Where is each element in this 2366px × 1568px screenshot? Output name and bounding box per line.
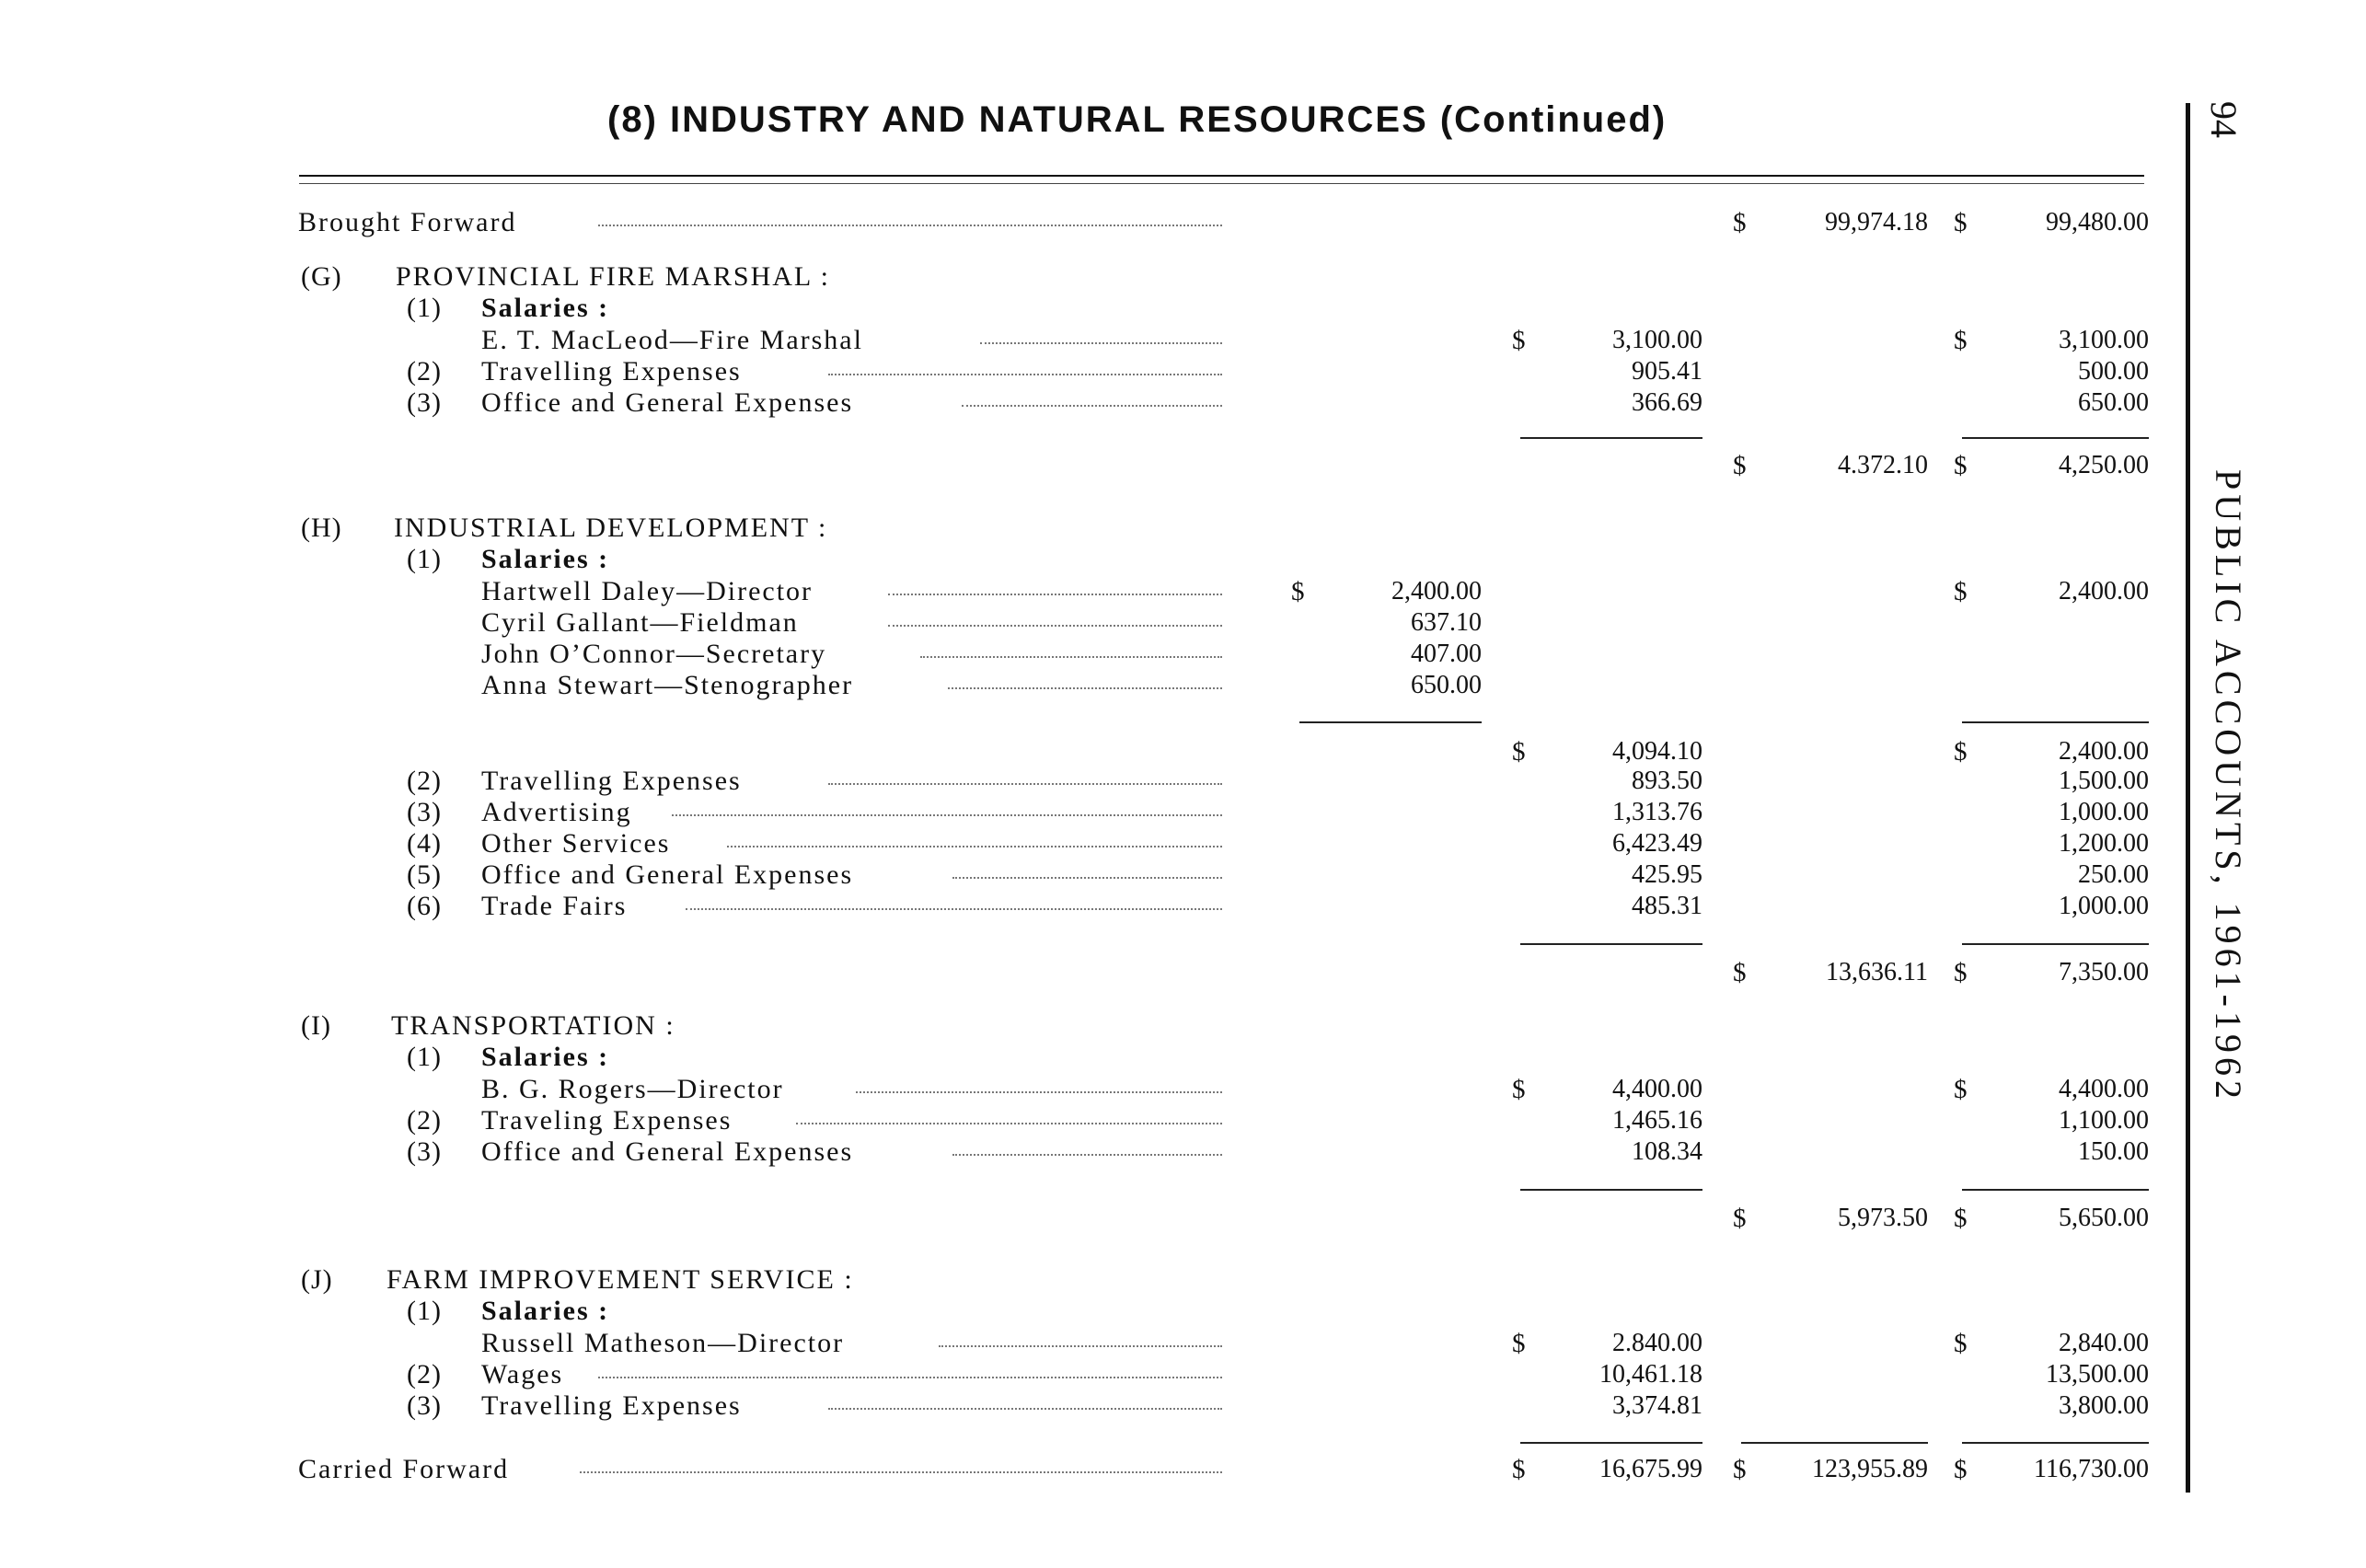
dollar-sign: $	[1954, 958, 1968, 987]
amount: 650.00	[1411, 671, 1482, 699]
item-number: (1)	[407, 544, 442, 574]
leader-dots	[828, 1408, 1222, 1410]
estimate: 150.00	[2078, 1137, 2149, 1166]
brought-forward-actual: 99,974.18	[1825, 208, 1928, 236]
line-item	[0, 387, 2366, 419]
total-underline	[1520, 437, 1702, 439]
line-item	[0, 1390, 2366, 1422]
section-total-actual: 4.372.10	[1838, 451, 1928, 479]
dollar-sign: $	[1512, 326, 1526, 355]
leader-dots	[952, 877, 1222, 879]
person-label: John O’Connor—Secretary	[481, 639, 827, 669]
person-label: Hartwell Daley—Director	[481, 576, 814, 606]
dollar-sign: $	[1733, 1204, 1747, 1233]
item-number: (3)	[407, 797, 442, 827]
estimate: 2,400.00	[2059, 577, 2149, 605]
leader-dots	[962, 405, 1222, 407]
dollar-sign: $	[1954, 737, 1968, 767]
subtotal-underline	[1299, 721, 1482, 723]
estimate: 250.00	[2078, 860, 2149, 889]
section-total-estimate: 7,350.00	[2059, 958, 2149, 986]
section-title: PROVINCIAL FIRE MARSHAL :	[396, 261, 830, 292]
amount: 407.00	[1411, 640, 1482, 668]
total-underline	[1962, 1189, 2149, 1191]
brought-forward-label: Brought Forward	[298, 207, 517, 237]
total-underline	[1962, 1442, 2149, 1444]
dollar-sign: $	[1954, 1075, 1968, 1104]
estimate: 3,800.00	[2059, 1391, 2149, 1420]
leader-dots	[796, 1123, 1222, 1124]
section-title: FARM IMPROVEMENT SERVICE :	[387, 1264, 854, 1295]
amount: 905.41	[1632, 357, 1702, 386]
salaries-label: Salaries :	[481, 1042, 610, 1072]
amount: 893.50	[1632, 767, 1702, 795]
person-label: B. G. Rogers—Director	[481, 1074, 784, 1104]
estimate: 500.00	[2078, 357, 2149, 386]
section-tag: (H)	[301, 513, 342, 543]
line-item	[0, 797, 2366, 828]
section-heading	[0, 1264, 2366, 1296]
carried-forward-estimate: 116,730.00	[2034, 1455, 2149, 1483]
leader-dots	[828, 374, 1222, 375]
amount: 2,400.00	[1391, 577, 1482, 605]
line-item	[0, 639, 2366, 670]
leader-dots	[948, 687, 1222, 689]
item-label: Travelling Expenses	[481, 1390, 742, 1421]
item-number: (3)	[407, 387, 442, 418]
dollar-sign: $	[1733, 208, 1747, 237]
section-heading	[0, 261, 2366, 293]
estimate: 13,500.00	[2046, 1360, 2149, 1389]
page-title: (8) INDUSTRY AND NATURAL RESOURCES (Continued)	[607, 99, 1668, 140]
item-label: Advertising	[481, 797, 632, 827]
dollar-sign: $	[1954, 1204, 1968, 1233]
item-number: (3)	[407, 1390, 442, 1421]
line-item	[0, 325, 2366, 356]
estimate: 1,000.00	[2059, 892, 2149, 920]
amount: 366.69	[1632, 388, 1702, 417]
item-number: (1)	[407, 1042, 442, 1072]
amount: 1,465.16	[1612, 1106, 1702, 1135]
amount: 425.95	[1632, 860, 1702, 889]
amount: 1,313.76	[1612, 798, 1702, 826]
salaries-heading	[0, 293, 2366, 324]
total-underline	[1962, 943, 2149, 945]
section-title: TRANSPORTATION :	[391, 1010, 675, 1041]
section-total-estimate: 5,650.00	[2059, 1204, 2149, 1232]
carried-forward-label: Carried Forward	[298, 1454, 510, 1484]
item-number: (6)	[407, 891, 442, 921]
item-number: (3)	[407, 1136, 442, 1167]
leader-dots	[952, 1154, 1222, 1156]
section-total-actual: 5,973.50	[1838, 1204, 1928, 1232]
section-total-actual: 13,636.11	[1826, 958, 1928, 986]
leader-dots	[856, 1091, 1222, 1093]
dollar-sign: $	[1512, 1329, 1526, 1358]
carried-forward-actual: 123,955.89	[1812, 1455, 1928, 1483]
item-label: Traveling Expenses	[481, 1105, 733, 1136]
total-underline	[1520, 1189, 1702, 1191]
line-item	[0, 356, 2366, 387]
line-item	[0, 891, 2366, 922]
section-heading	[0, 513, 2366, 544]
item-label: Office and General Expenses	[481, 859, 854, 890]
line-item	[0, 859, 2366, 891]
estimate: 1,500.00	[2059, 767, 2149, 795]
item-number: (2)	[407, 1105, 442, 1136]
item-label: Office and General Expenses	[481, 1136, 854, 1167]
amount: 10,461.18	[1599, 1360, 1702, 1389]
line-item	[0, 607, 2366, 639]
salaries-heading	[0, 1042, 2366, 1073]
amount: 3,374.81	[1612, 1391, 1702, 1420]
section-total	[0, 1203, 2366, 1234]
leader-dots	[672, 814, 1222, 816]
item-number: (2)	[407, 356, 442, 386]
item-label: Office and General Expenses	[481, 387, 854, 418]
amount: 6,423.49	[1612, 829, 1702, 858]
total-underline	[1520, 1442, 1702, 1444]
leader-dots	[980, 342, 1222, 344]
estimate: 4,400.00	[2059, 1075, 2149, 1103]
leader-dots	[598, 1377, 1222, 1378]
line-item	[0, 670, 2366, 701]
amount: 2.840.00	[1612, 1329, 1702, 1357]
item-number: (2)	[407, 1359, 442, 1389]
estimate: 3,100.00	[2059, 326, 2149, 354]
running-title: PUBLIC ACCOUNTS, 1961-1962	[2208, 469, 2249, 1103]
leader-dots	[888, 625, 1222, 627]
subtotal-underline	[1962, 721, 2149, 723]
item-number: (1)	[407, 1296, 442, 1326]
dollar-sign: $	[1954, 326, 1968, 355]
dollar-sign: $	[1291, 577, 1305, 606]
dollar-sign: $	[1733, 451, 1747, 480]
section-total	[0, 957, 2366, 988]
person-label: E. T. MacLeod—Fire Marshal	[481, 325, 863, 355]
salaries-subtotal	[0, 736, 2366, 767]
dollar-sign: $	[1512, 1455, 1526, 1484]
leader-dots	[686, 908, 1222, 910]
total-underline	[1741, 1442, 1928, 1444]
estimate: 2,400.00	[2059, 737, 2149, 766]
dollar-sign: $	[1512, 737, 1526, 767]
dollar-sign: $	[1954, 451, 1968, 480]
total-underline	[1520, 943, 1702, 945]
leader-dots	[939, 1345, 1222, 1347]
line-item	[0, 1136, 2366, 1168]
estimate: 1,200.00	[2059, 829, 2149, 858]
salaries-heading	[0, 544, 2366, 575]
amount: 637.10	[1411, 608, 1482, 637]
line-item	[0, 576, 2366, 607]
line-item	[0, 1328, 2366, 1359]
line-item	[0, 1105, 2366, 1136]
leader-dots	[920, 656, 1222, 658]
line-item	[0, 828, 2366, 859]
line-item	[0, 1359, 2366, 1390]
salaries-label: Salaries :	[481, 293, 610, 323]
item-number: (2)	[407, 766, 442, 796]
person-label: Anna Stewart—Stenographer	[481, 670, 854, 700]
line-item	[0, 1074, 2366, 1105]
brought-forward-estimate: 99,480.00	[2046, 208, 2149, 236]
dollar-sign: $	[1954, 208, 1968, 237]
dollar-sign: $	[1954, 577, 1968, 606]
page-number: 94	[2203, 101, 2245, 138]
section-heading	[0, 1010, 2366, 1042]
dollar-sign: $	[1954, 1329, 1968, 1358]
brought-forward-row	[0, 207, 2366, 238]
item-label: Other Services	[481, 828, 671, 859]
leader-dots	[888, 594, 1222, 595]
section-total-estimate: 4,250.00	[2059, 451, 2149, 479]
dollar-sign: $	[1954, 1455, 1968, 1484]
item-number: (5)	[407, 859, 442, 890]
salaries-label: Salaries :	[481, 1296, 610, 1326]
leader-dots	[580, 1471, 1222, 1473]
section-tag: (I)	[301, 1010, 331, 1041]
salaries-label: Salaries :	[481, 544, 610, 574]
estimate: 1,100.00	[2059, 1106, 2149, 1135]
person-label: Cyril Gallant—Fieldman	[481, 607, 799, 638]
amount: 485.31	[1632, 892, 1702, 920]
amount: 4,400.00	[1612, 1075, 1702, 1103]
section-tag: (G)	[301, 261, 342, 292]
estimate: 1,000.00	[2059, 798, 2149, 826]
estimate: 650.00	[2078, 388, 2149, 417]
amount: 108.34	[1632, 1137, 1702, 1166]
item-label: Wages	[481, 1359, 564, 1389]
dollar-sign: $	[1733, 1455, 1747, 1484]
item-number: (4)	[407, 828, 442, 859]
amount: 4,094.10	[1612, 737, 1702, 766]
item-label: Trade Fairs	[481, 891, 628, 921]
leader-dots	[727, 846, 1222, 847]
section-tag: (J)	[301, 1264, 333, 1295]
leader-dots	[598, 225, 1222, 226]
dollar-sign: $	[1512, 1075, 1526, 1104]
section-total	[0, 450, 2366, 481]
item-label: Travelling Expenses	[481, 766, 742, 796]
carried-forward-row	[0, 1454, 2366, 1485]
estimate: 2,840.00	[2059, 1329, 2149, 1357]
line-item	[0, 766, 2366, 797]
item-label: Travelling Expenses	[481, 356, 742, 386]
leader-dots	[828, 783, 1222, 785]
item-number: (1)	[407, 293, 442, 323]
salaries-heading	[0, 1296, 2366, 1327]
section-title: INDUSTRIAL DEVELOPMENT :	[394, 513, 828, 543]
total-underline	[1962, 437, 2149, 439]
dollar-sign: $	[1733, 958, 1747, 987]
person-label: Russell Matheson—Director	[481, 1328, 845, 1358]
carried-forward-subtotal: 16,675.99	[1599, 1455, 1702, 1483]
amount: 3,100.00	[1612, 326, 1702, 354]
